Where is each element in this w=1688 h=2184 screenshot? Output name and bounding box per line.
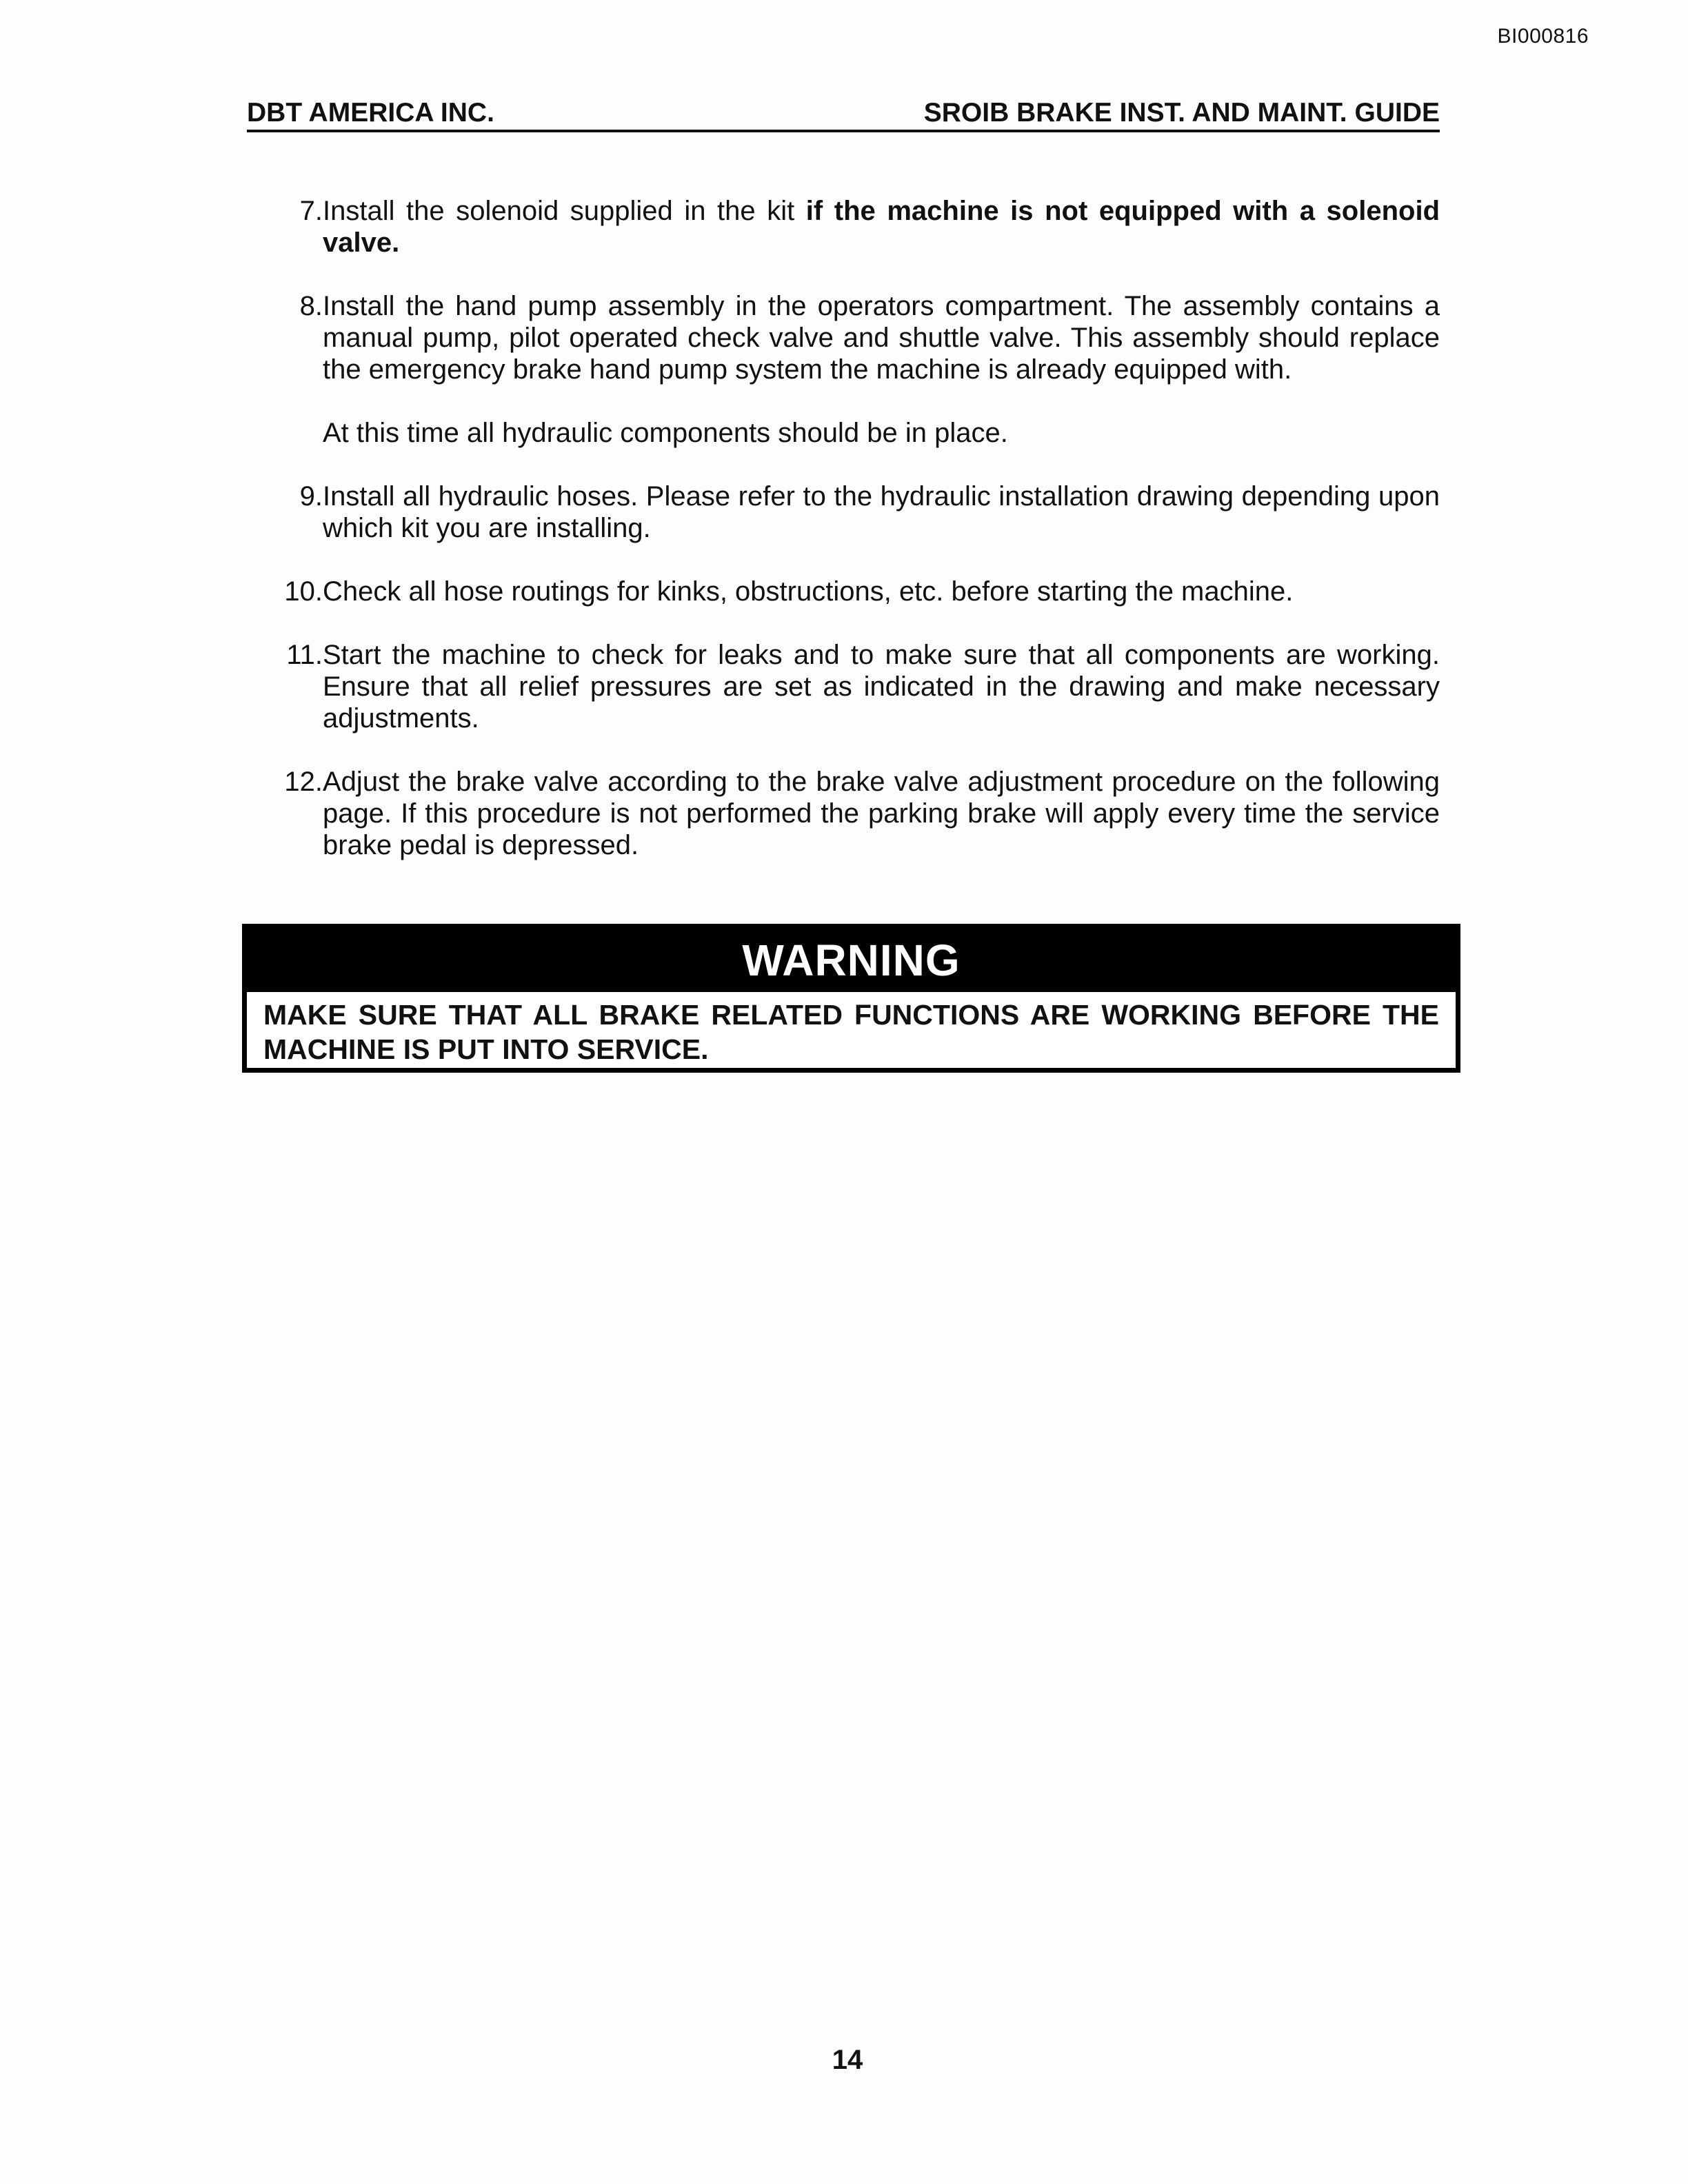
step-11 xyxy=(269,639,1440,734)
step-9 xyxy=(269,481,1440,544)
header-company: DBT AMERICA INC. xyxy=(247,98,494,128)
step-number: 8. xyxy=(299,291,323,321)
step-note xyxy=(269,417,1440,449)
warning-title: WARNING xyxy=(247,929,1456,992)
header-guide-title: SROIB BRAKE INST. AND MAINT. GUIDE xyxy=(923,98,1440,128)
step-number: 12. xyxy=(284,767,323,797)
instruction-steps xyxy=(269,195,1440,893)
step-8 xyxy=(269,290,1440,385)
step-text-regular: Install the solenoid supplied in the kit xyxy=(323,196,806,226)
warning-box xyxy=(242,924,1460,1073)
step-number: 11. xyxy=(286,640,323,670)
step-text: Start the machine to check for leaks and to make sure that all components are working. Ensure that all relief pressures are set as indicated in the drawing and make necessary adjustments. xyxy=(323,640,1440,734)
step-7 xyxy=(269,195,1440,259)
step-number: 10. xyxy=(284,576,323,607)
step-text: Check all hose routings for kinks, obstructions, etc. before starting the machine. xyxy=(323,576,1294,607)
step-text: Adjust the brake valve according to the brake valve adjustment procedure on the following page. If this procedure is not performed the parking brake will apply every time the service brake pedal is depressed. xyxy=(323,767,1440,860)
step-text: Install the hand pump assembly in the operators compartment. The assembly contains a manual pump, pilot operated check valve and shuttle valve. This assembly should replace the emergency brake hand pump system the machine is already equipped with. xyxy=(323,291,1440,385)
note-text: At this time all hydraulic components should be in place. xyxy=(323,418,1008,448)
step-number: 7. xyxy=(299,196,323,226)
step-12 xyxy=(269,766,1440,861)
page-number: 14 xyxy=(832,2045,863,2075)
step-text-bold: if the machine is not equipped with a solenoid valve. xyxy=(323,196,1440,258)
step-10 xyxy=(269,576,1440,607)
step-text: Install all hydraulic hoses. Please refer to the hydraulic installation drawing depending upon which kit you are installing. xyxy=(323,481,1440,543)
step-text xyxy=(323,195,1440,259)
document-id: BI000816 xyxy=(1497,25,1589,48)
step-number: 9. xyxy=(299,481,323,512)
warning-message: MAKE SURE THAT ALL BRAKE RELATED FUNCTIONS ARE WORKING BEFORE THE MACHINE IS PUT INTO SERVICE. xyxy=(263,999,1439,1065)
page-header xyxy=(247,98,1440,132)
